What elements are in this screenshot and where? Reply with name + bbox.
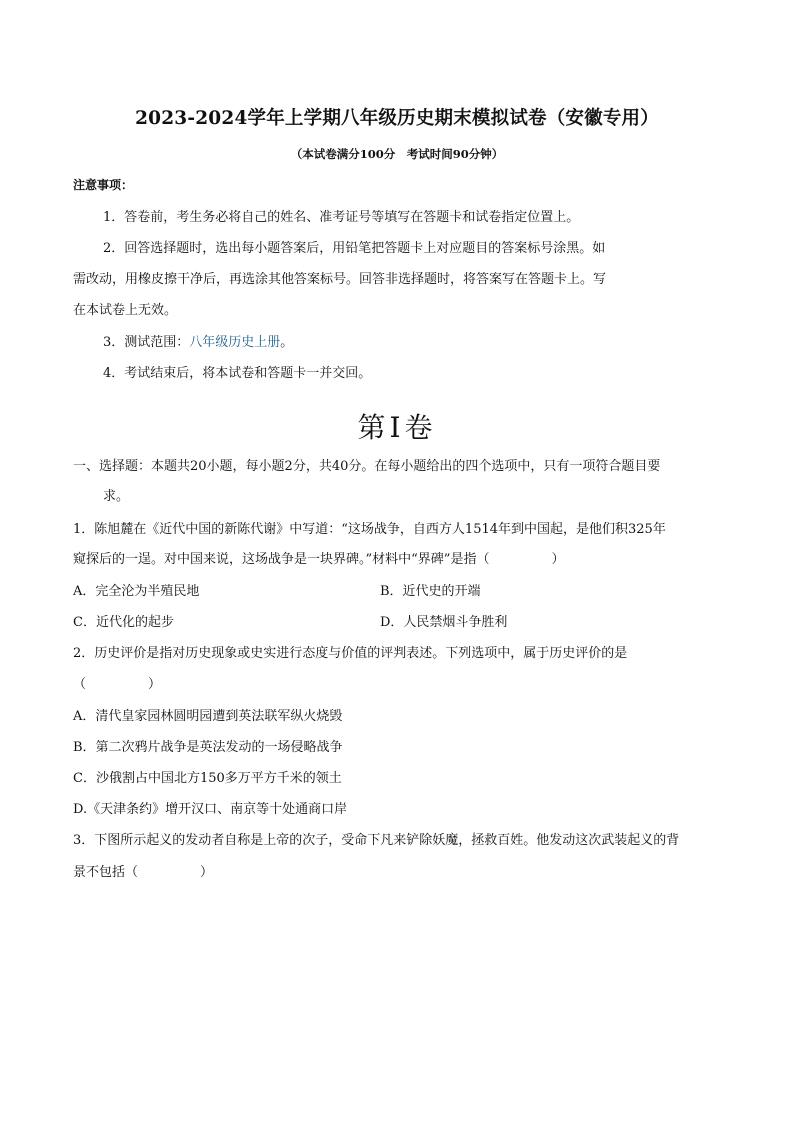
exam-subtitle: （本试卷满分100分 考试时间90分钟）: [290, 147, 504, 161]
notice-item-1: 1．答卷前，考生务必将自己的姓名、准考证号等填写在答题卡和试卷指定位置上。: [103, 210, 580, 225]
question-2-stem-line-1: 2．历史评价是指对历史现象或史实进行态度与价值的评判表述。下列选项中，属于历史评价的是: [73, 646, 628, 661]
notice-item-2-line-2: 需改动，用橡皮擦干净后，再选涂其他答案标号。回答非选择题时，将答案写在答题卡上。写: [73, 272, 607, 287]
question-2-option-b: B．第二次鸦片战争是英法发动的一场侵略战争: [73, 740, 343, 755]
question-1-stem-line-1: 1．陈旭麓在《近代中国的新陈代谢》中写道：“这场战争，自西方人1514年到中国起，是他们积325年: [73, 522, 666, 537]
question-1-option-d: D．人民禁烟斗争胜利: [380, 615, 508, 630]
section-title: 第Ⅰ卷: [357, 411, 437, 444]
question-2-option-d: D.《天津条约》增开汉口、南京等十处通商口岸: [73, 802, 348, 817]
question-1-option-c: C．近代化的起步: [73, 615, 174, 630]
notice-item-2-line-1: 2．回答选择题时，选出每小题答案后，用铅笔把答题卡上对应题目的答案标号涂黑。如: [103, 241, 606, 256]
question-1-stem-line-2: [73, 548, 564, 567]
question-1-stem-text: 窥探后的一逞。对中国来说，这场战争是一块界碑。”材料中“界碑”是指（: [73, 552, 490, 567]
notice-item-4: 4．考试结束后，将本试卷和答题卡一并交回。: [103, 366, 372, 381]
section-instructions-line-2: 求。: [103, 489, 130, 504]
question-2-stem-line-2: [73, 673, 161, 692]
question-3-stem-line-2: [73, 861, 213, 880]
question-2-option-c: C．沙俄割占中国北方150多万平方千米的领土: [73, 771, 342, 786]
question-3-stem-line-1: 3．下图所示起义的发动者自称是上帝的次子，受命下凡来铲除妖魔，拯救百姓。他发动这次武装起义的背: [73, 833, 680, 848]
question-2-bracket-close: ）: [148, 677, 162, 692]
question-1-option-a: A．完全沦为半殖民地: [73, 584, 200, 599]
notice-heading: 注意事项：: [73, 178, 134, 192]
notice-item-3-prefix: 3．测试范围：: [103, 335, 190, 350]
question-2-option-a: A．清代皇家园林圆明园遭到英法联军纵火烧毁: [73, 709, 343, 724]
question-3-bracket-close: ）: [200, 865, 214, 880]
notice-item-3: [103, 331, 293, 350]
exam-title: 2023-2024学年上学期八年级历史期末模拟试卷（安徽专用）: [135, 108, 659, 129]
section-instructions-line-1: 一、选择题：本题共20小题，每小题2分，共40分。在每小题给出的四个选项中，只有一项符合题目要: [73, 459, 661, 474]
question-1-bracket-close: ）: [551, 552, 565, 567]
notice-item-3-suffix: 。: [280, 335, 294, 350]
question-3-stem-text: 景不包括（: [73, 865, 139, 880]
test-range: 八年级历史上册: [189, 335, 281, 350]
notice-item-2-line-3: 在本试卷上无效。: [73, 303, 178, 318]
question-1-option-b: B．近代史的开端: [380, 584, 481, 599]
question-2-bracket-open: （: [73, 677, 87, 692]
